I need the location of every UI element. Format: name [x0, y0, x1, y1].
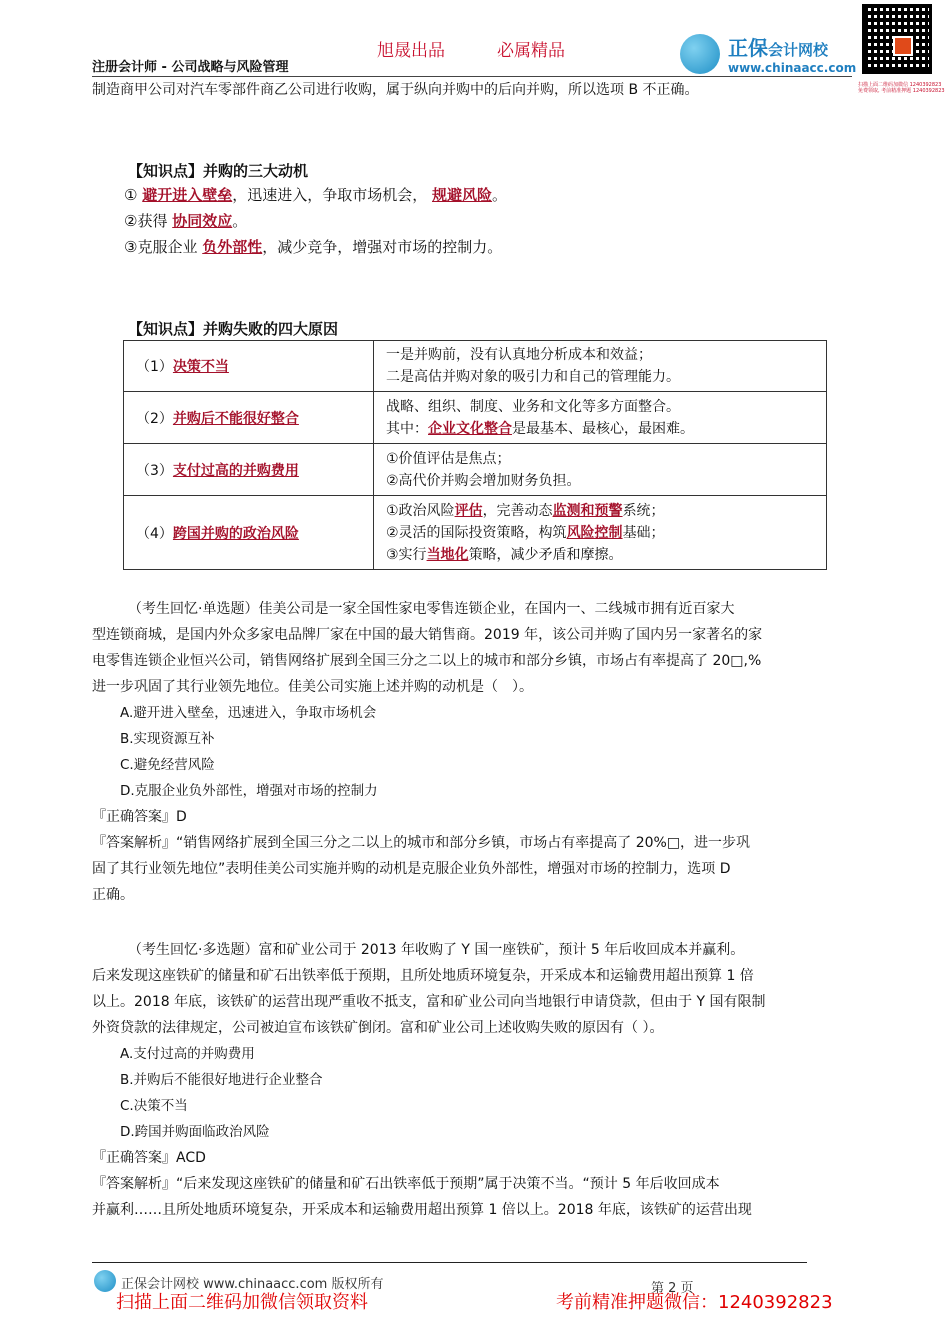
page-number: 第 2 页 — [651, 1281, 694, 1296]
logo-url: www.chinaacc.com — [728, 61, 857, 75]
brand-logo — [680, 32, 856, 75]
intro-line: 制造商甲公司对汽车零部件商乙公司进行收购，属于纵向并购中的后向并购，所以选项 B 不正确。 — [92, 82, 699, 98]
q2-option-d: D.跨国并购面临政治风险 — [120, 1124, 270, 1140]
detail-cell: ①价值评估是焦点； ②高代价并购会增加财务负担。 — [374, 444, 827, 496]
detail-cell: 战略、组织、制度、业务和文化等多方面整合。 其中：企业文化整合是最基本、最核心，最困难。 — [374, 392, 827, 444]
kp1-title: 【知识点】并购的三大动机 — [128, 162, 309, 180]
q1-option-a: A.避开进入壁垒，迅速进入，争取市场机会 — [120, 705, 377, 721]
q2-option-b: B.并购后不能很好地进行企业整合 — [120, 1072, 323, 1088]
kp1-line-3: ③克服企业 负外部性，减少竞争，增强对市场的控制力。 — [124, 238, 503, 256]
table-row — [124, 392, 827, 444]
kp1-line-2: ②获得 协同效应。 — [124, 212, 248, 230]
logo-name: 正保 — [728, 36, 768, 60]
q2-answer: 『正确答案』ACD — [92, 1150, 206, 1166]
detail-cell: ①政治风险评估，完善动态监测和预警系统； ②灵活的国际投资策略，构筑风险控制基础； ③实行当地化策略，减少矛盾和摩擦。 — [374, 496, 827, 570]
q1-option-d: D.克服企业负外部性，增强对市场的控制力 — [120, 783, 378, 799]
slogan-left: 旭晟出品 — [377, 41, 445, 61]
table-row — [124, 496, 827, 570]
failure-reasons-table — [123, 340, 827, 570]
kp2-title: 【知识点】并购失败的四大原因 — [128, 320, 339, 338]
q1-option-b: B.实现资源互补 — [120, 731, 215, 747]
reason-cell: （2）并购后不能很好整合 — [124, 392, 374, 444]
reason-cell: （4）跨国并购的政治风险 — [124, 496, 374, 570]
table-row — [124, 444, 827, 496]
reason-cell: （1）决策不当 — [124, 341, 374, 392]
reason-cell: （3）支付过高的并购费用 — [124, 444, 374, 496]
logo-icon — [680, 34, 720, 74]
kp1-line-1: ① 避开进入壁垒，迅速进入，争取市场机会， 规避风险。 — [124, 186, 508, 204]
table-row — [124, 341, 827, 392]
q2-option-a: A.支付过高的并购费用 — [120, 1046, 255, 1062]
q2-analysis-1: 『答案解析』“后来发现这座铁矿的储量和矿石出铁率低于预期”属于决策不当。“预计 5 年后收回成本 — [92, 1176, 720, 1192]
promo-left: 扫描上面二维码加微信领取资料 — [116, 1292, 368, 1313]
slogan-right: 必属精品 — [497, 41, 565, 61]
detail-cell: 一是并购前，没有认真地分析成本和效益； 二是高估并购对象的吸引力和自己的管理能力。 — [374, 341, 827, 392]
q1-analysis-3: 正确。 — [92, 887, 134, 903]
question-2: （考生回忆·多选题）富和矿业公司于 2013 年收购了 Y 国一座铁矿，预计 5 年后收回成本并赢利。 后来发现这座铁矿的储量和矿石出铁率低于预期，且所处地质环境复杂，开采成本和运输费用超出预算 1 倍 以上。2018 年底，该铁矿的运营出现严重收不抵支，富和矿业公司向当地银行申请贷款，但由于 Y 国有限制 外资贷款的法律规定，公司被迫宣布该铁矿倒闭。富和矿业公司上述收购失败的原因有（ ）。 A.支付过高的并购费用 B.并购后不能很好地进行企业整合 C.决策不当 D.跨国并购面临政治风险 『正确答案』ACD 『答案解析』“后来发现这座铁矿的储量和矿石出铁率低于预期”属于决策不当。“预计 5 年后收回成本 并赢利……且所处地质环境复杂，开采成本和运输费用超出预算 1 倍以上。2018 年底，该铁矿的运营出现 — [92, 937, 867, 1223]
footer-divider — [92, 1262, 807, 1263]
qr-center-logo-icon — [893, 36, 913, 56]
promo-right: 考前精准押题微信：1240392823 — [556, 1292, 833, 1313]
q1-analysis-1: 『答案解析』“销售网络扩展到全国三分之二以上的城市和部分乡镇，市场占有率提高了 20%□，进一步巩 — [92, 835, 751, 851]
question-1: （考生回忆·单选题）佳美公司是一家全国性家电零售连锁企业，在国内一、二线城市拥有近百家大 型连锁商城，是国内外众多家电品牌厂家在中国的最大销售商。2019 年，该公司并购了国内另一家著名的家 电零售连锁企业恒兴公司，销售网络扩展到全国三分之二以上的城市和部分乡镇，市场占有率提高了 20□,% 进一步巩固了其行业领先地位。佳美公司实施上述并购的动机是（ ）。 A.避开进入壁垒，迅速进入，争取市场机会 B.实现资源互补 C.避免经营风险 D.克服企业负外部性，增强对市场的控制力 『正确答案』D 『答案解析』“销售网络扩展到全国三分之二以上的城市和部分乡镇，市场占有率提高了 20%□，进一步巩 固了其行业领先地位”表明佳美公司实施并购的动机是克服企业负外部性，增强对市场的控制力，选项 D 正确。 — [92, 596, 867, 908]
footer-logo-icon — [94, 1270, 116, 1292]
q1-answer: 『正确答案』D — [92, 809, 187, 825]
footer-site: 正保会计网校 www.chinaacc.com 版权所有 — [121, 1277, 384, 1292]
q2-option-c: C.决策不当 — [120, 1098, 188, 1114]
logo-suffix: 会计网校 — [768, 41, 829, 59]
q2-analysis-2: 并赢利……且所处地质环境复杂，开采成本和运输费用超出预算 1 倍以上。2018 年底，该铁矿的运营出现 — [92, 1202, 752, 1218]
q1-analysis-2: 固了其行业领先地位”表明佳美公司实施并购的动机是克服企业负外部性，增强对市场的控制力，选项 D — [92, 861, 731, 877]
qr-caption: 扫描上面二维码加微信 1240392823 免费领取, 考前精准押题 1240392823 — [858, 82, 945, 94]
q1-option-c: C.避免经营风险 — [120, 757, 215, 773]
course-title: 注册会计师 - 公司战略与风险管理 — [92, 60, 289, 75]
